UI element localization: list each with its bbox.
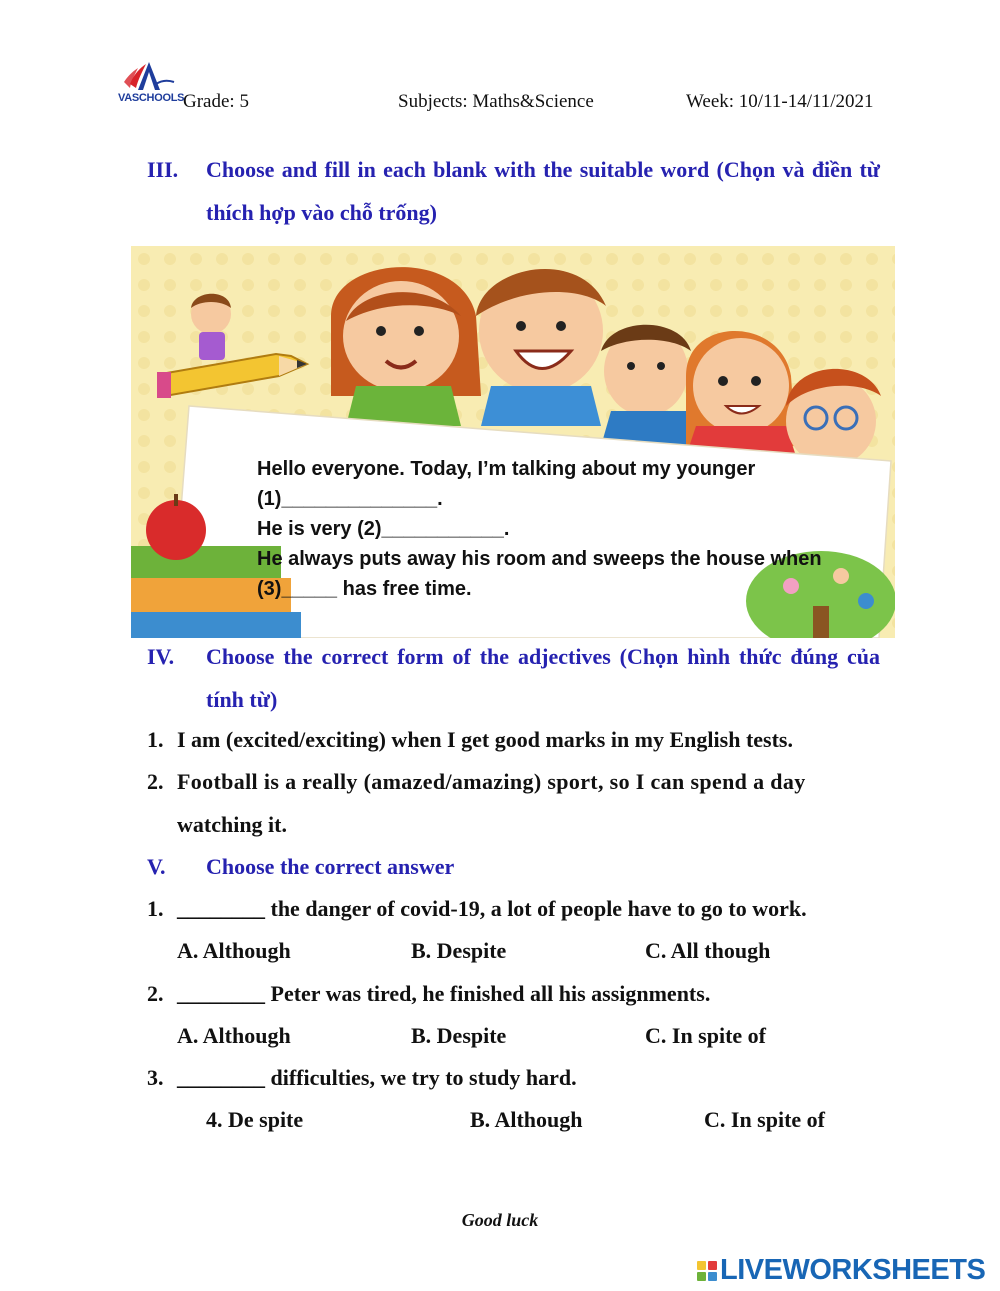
- q2-option-a[interactable]: A. Although: [177, 1023, 291, 1048]
- grade-label: Grade: 5: [183, 91, 249, 112]
- section-4-title: Choose the correct form of the adjectives (Chọn hình thức đúng của tính từ): [206, 644, 880, 712]
- passage-line: Hello everyone. Today, I’m talking about my younger: [257, 458, 756, 480]
- passage-line: He always puts away his room and sweeps the house when: [257, 548, 822, 570]
- section-4-number: IV.: [147, 644, 175, 669]
- passage-text: [257, 454, 877, 604]
- passage-line-blank-2[interactable]: He is very (2)___________.: [257, 518, 510, 540]
- kid-2: [476, 269, 606, 426]
- item-number: 2.: [147, 981, 164, 1006]
- q1-option-a[interactable]: A. Although: [177, 938, 291, 963]
- good-luck-text: Good luck: [461, 1210, 539, 1230]
- item-number: 1.: [147, 727, 164, 752]
- adjective-question-1[interactable]: I am (excited/exciting) when I get good marks in my English tests.: [177, 727, 793, 752]
- q3-option-a[interactable]: 4. De spite: [206, 1107, 304, 1132]
- section-5-number: V.: [147, 854, 166, 879]
- kid-3: [601, 325, 696, 446]
- mc-question-2: ________ Peter was tired, he finished all his assignments.: [177, 981, 711, 1006]
- item-number: 3.: [147, 1065, 164, 1090]
- fill-in-banner: [131, 246, 895, 638]
- week-label: Week: 10/11-14/11/2021: [686, 91, 874, 112]
- liveworksheets-logo: [697, 1254, 985, 1287]
- q2-option-b[interactable]: B. Despite: [411, 1023, 507, 1048]
- q3-option-b[interactable]: B. Although: [470, 1107, 583, 1132]
- q1-option-b[interactable]: B. Despite: [411, 938, 507, 963]
- q3-option-c[interactable]: C. In spite of: [704, 1107, 826, 1132]
- subjects-label: Subjects: Maths&Science: [398, 91, 594, 112]
- passage-line-blank-1[interactable]: (1)______________.: [257, 488, 443, 510]
- item-number: 2.: [147, 769, 164, 794]
- mc-question-3: ________ difficulties, we try to study hard.: [177, 1065, 577, 1090]
- q2-option-c[interactable]: C. In spite of: [645, 1023, 767, 1048]
- adjective-question-2-cont: watching it.: [177, 812, 287, 837]
- section-5-title: Choose the correct answer: [206, 854, 455, 879]
- adjective-question-2[interactable]: Football is a really (amazed/amazing) sport, so I can spend a day: [177, 769, 806, 794]
- liveworksheets-brand: LIVEWORKSHEETS: [720, 1254, 986, 1286]
- item-number: 1.: [147, 896, 164, 921]
- mc-question-1: ________ the danger of covid-19, a lot of people have to go to work.: [177, 896, 807, 921]
- section-3-title: Choose and fill in each blank with the suitable word (Chọn và điền từ thích hợp vào chỗ trống): [206, 157, 880, 225]
- section-3-number: III.: [147, 157, 179, 182]
- q1-option-c[interactable]: C. All though: [645, 938, 771, 963]
- logo-text: VASCHOOLS: [118, 92, 185, 104]
- liveworksheets-grid-icon: [697, 1261, 717, 1281]
- passage-line-blank-3[interactable]: (3)_____ has free time.: [257, 578, 472, 600]
